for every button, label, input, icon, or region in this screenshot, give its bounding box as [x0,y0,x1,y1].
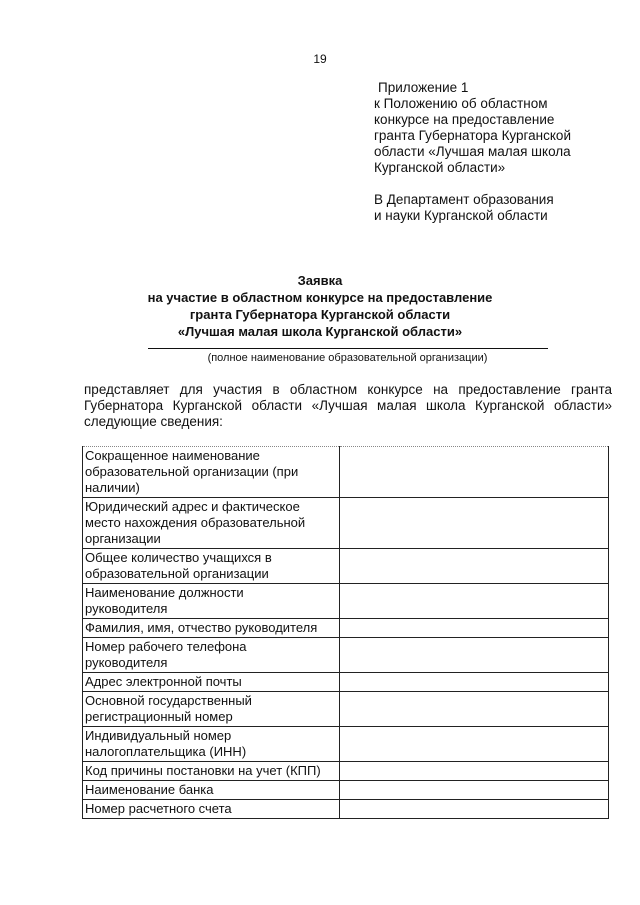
table-row [83,781,609,800]
appendix-line: области «Лучшая малая школа [374,144,571,159]
appendix-line: гранта Губернатора Курганской [374,128,571,143]
field-label-cell [83,619,340,638]
table-row [83,762,609,781]
table-row [83,800,609,819]
heading-line: «Лучшая малая школа Курганской области» [177,324,463,339]
page-number: 19 [313,52,327,66]
table-row [83,498,609,549]
field-label: организации [85,531,161,546]
field-value-cell[interactable] [340,498,609,549]
field-label-cell [83,549,340,584]
field-label-cell [83,727,340,762]
addressee-block [374,192,554,224]
field-label: Номер рабочего телефона [85,639,247,654]
field-label: руководителя [85,601,168,616]
appendix-title: Приложение 1 [378,80,469,95]
field-label: наличии) [85,480,140,495]
intro-paragraph [84,382,612,430]
field-label: налогоплательщика (ИНН) [85,744,247,759]
table-row [83,447,609,498]
field-label: Код причины постановки на учет (КПП) [85,763,321,778]
table-row [83,727,609,762]
field-value-cell[interactable] [340,447,609,498]
field-value-cell[interactable] [340,762,609,781]
intro-line: следующие сведения: [84,414,223,429]
field-label: Юридический адрес и фактическое [85,499,300,514]
field-label: регистрационный номер [85,709,233,724]
field-label: образовательной организации (при [85,464,299,479]
heading-line: на участие в областном конкурсе на предоставление [147,290,493,305]
field-label-cell [83,762,340,781]
field-label: Наименование банка [85,782,214,797]
information-table [82,446,609,819]
field-label-cell [83,498,340,549]
field-label: руководителя [85,655,168,670]
appendix-line: Курганской области» [374,160,506,175]
field-label: Сокращенное наименование [85,448,260,463]
field-label-cell [83,800,340,819]
field-label: Индивидуальный номер [85,728,232,743]
table-row [83,673,609,692]
table-row [83,638,609,673]
field-label: образовательной организации [85,566,269,581]
field-label: Номер расчетного счета [85,801,232,816]
field-value-cell[interactable] [340,692,609,727]
field-label: место нахождения образовательной [85,515,306,530]
field-value-cell[interactable] [340,638,609,673]
heading-line: гранта Губернатора Курганской области [189,307,451,322]
intro-line: Губернатора Курганской области «Лучшая малая школа Курганской области» [84,398,612,413]
appendix-block [374,80,571,176]
field-label-cell [83,584,340,619]
appendix-line: конкурсе на предоставление [374,112,555,127]
field-label: Общее количество учащихся в [85,550,272,565]
field-value-cell[interactable] [340,727,609,762]
field-value-cell[interactable] [340,584,609,619]
intro-line: представляет для участия в областном конкурсе на предоставление гранта [84,382,612,397]
field-label: Фамилия, имя, отчество руководителя [85,620,318,635]
field-label-cell [83,673,340,692]
table-row [83,692,609,727]
table-row [83,549,609,584]
document-heading [0,272,640,340]
table-row [83,584,609,619]
field-label-cell [83,638,340,673]
field-label: Основной государственный [85,693,252,708]
table-row [83,619,609,638]
field-label: Адрес электронной почты [85,674,242,689]
heading-title: Заявка [297,273,343,288]
field-label-cell [83,692,340,727]
addressee-line: и науки Курганской области [374,208,548,223]
addressee-line: В Департамент образования [374,192,554,207]
appendix-line: к Положению об областном [374,96,548,111]
field-label-cell [83,781,340,800]
organization-name-caption: (полное наименование образовательной организации) [207,352,488,364]
organization-name-blank-line [148,348,548,349]
field-label: Наименование должности [85,585,244,600]
field-value-cell[interactable] [340,800,609,819]
field-value-cell[interactable] [340,549,609,584]
field-value-cell[interactable] [340,619,609,638]
field-value-cell[interactable] [340,673,609,692]
field-value-cell[interactable] [340,781,609,800]
field-label-cell [83,447,340,498]
